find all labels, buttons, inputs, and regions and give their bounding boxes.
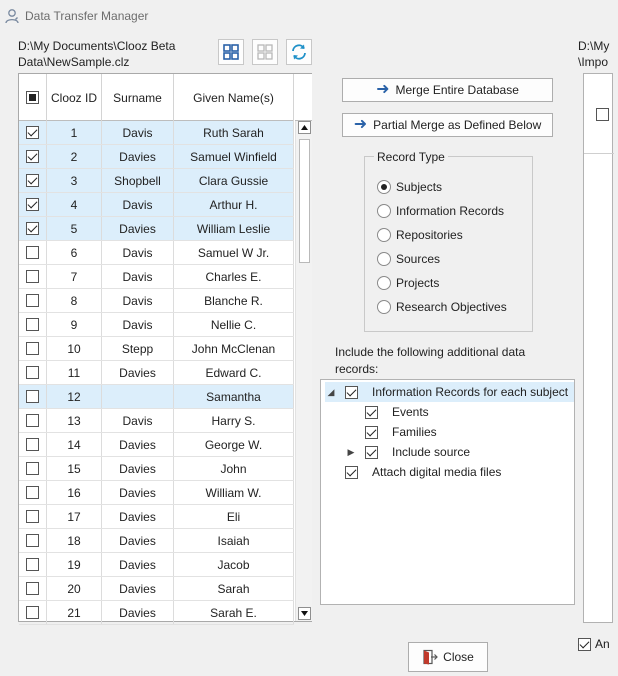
cell-clooz-id: 16 <box>47 481 102 504</box>
cell-clooz-id: 6 <box>47 241 102 264</box>
cell-surname: Davis <box>102 313 174 336</box>
table-row[interactable] <box>19 313 294 337</box>
table-row[interactable] <box>19 193 294 217</box>
row-checkbox[interactable] <box>26 270 39 283</box>
radio-option-projects[interactable] <box>377 275 439 291</box>
row-checkbox-cell[interactable] <box>19 577 47 600</box>
row-checkbox-cell[interactable] <box>19 289 47 312</box>
bottom-right-label: An <box>595 637 610 651</box>
tree-item[interactable] <box>345 422 437 442</box>
refresh-icon <box>290 43 308 61</box>
source-database-path: D:\My Documents\Clooz Beta Data\NewSample.clz <box>18 39 176 69</box>
cell-clooz-id: 5 <box>47 217 102 240</box>
row-checkbox-cell[interactable] <box>19 481 47 504</box>
row-checkbox-cell[interactable] <box>19 361 47 384</box>
row-checkbox-cell[interactable] <box>19 265 47 288</box>
target-header-checkbox[interactable] <box>596 108 609 121</box>
select-all-button[interactable] <box>218 39 244 65</box>
cell-given-names: Jacob <box>174 553 294 576</box>
table-row[interactable] <box>19 601 294 625</box>
radio-button[interactable] <box>377 300 391 314</box>
row-checkbox[interactable] <box>26 510 39 523</box>
tree-item[interactable] <box>325 382 574 402</box>
cell-given-names: Blanche R. <box>174 289 294 312</box>
row-checkbox-cell[interactable] <box>19 433 47 456</box>
table-row[interactable] <box>19 577 294 601</box>
cell-given-names: Nellie C. <box>174 313 294 336</box>
cell-surname: Davies <box>102 145 174 168</box>
cell-given-names: Clara Gussie <box>174 169 294 192</box>
cell-surname: Davis <box>102 409 174 432</box>
row-checkbox[interactable] <box>26 342 39 355</box>
cell-clooz-id: 2 <box>47 145 102 168</box>
bottom-right-checkbox[interactable] <box>578 638 591 651</box>
header-select-all-checkbox[interactable] <box>19 74 47 121</box>
row-checkbox-cell[interactable] <box>19 529 47 552</box>
cell-surname: Davis <box>102 289 174 312</box>
radio-label: Repositories <box>396 228 463 242</box>
cell-surname: Davies <box>102 217 174 240</box>
column-header-clooz-id[interactable]: Clooz ID <box>47 74 102 121</box>
row-checkbox[interactable] <box>26 486 39 499</box>
cell-given-names: Samantha <box>174 385 294 408</box>
deselect-all-icon <box>256 43 274 61</box>
cell-surname: Davies <box>102 601 174 624</box>
cell-surname: Davies <box>102 505 174 528</box>
cell-given-names: Sarah <box>174 577 294 600</box>
cell-surname: Stepp <box>102 337 174 360</box>
cell-surname: Davies <box>102 481 174 504</box>
table-row[interactable] <box>19 169 294 193</box>
cell-surname: Davies <box>102 577 174 600</box>
radio-label: Research Objectives <box>396 300 507 314</box>
row-checkbox[interactable] <box>26 534 39 547</box>
cell-given-names: George W. <box>174 433 294 456</box>
cell-given-names: Harry S. <box>174 409 294 432</box>
additional-records-tree[interactable] <box>320 379 575 605</box>
radio-button[interactable] <box>377 180 391 194</box>
row-checkbox[interactable] <box>26 126 39 139</box>
merge-entire-database-button[interactable] <box>342 78 553 102</box>
header-filler <box>295 74 312 121</box>
tree-checkbox[interactable] <box>365 406 378 419</box>
partial-merge-label: Partial Merge as Defined Below <box>373 118 542 132</box>
cell-given-names: Arthur H. <box>174 193 294 216</box>
grid-vertical-scrollbar[interactable] <box>295 121 312 621</box>
cell-surname: Davis <box>102 121 174 144</box>
cell-clooz-id: 8 <box>47 289 102 312</box>
table-row[interactable] <box>19 433 294 457</box>
row-checkbox[interactable] <box>26 462 39 475</box>
cell-given-names: William Leslie <box>174 217 294 240</box>
collapsed-triangle-icon[interactable]: ▶ <box>347 446 355 457</box>
arrow-right-icon: ➜ <box>353 116 368 133</box>
cell-clooz-id: 12 <box>47 385 102 408</box>
tree-checkbox[interactable] <box>365 426 378 439</box>
row-checkbox[interactable] <box>26 150 39 163</box>
radio-option-repositories[interactable] <box>377 227 463 243</box>
table-row[interactable] <box>19 241 294 265</box>
tree-item[interactable] <box>325 462 501 482</box>
cell-surname: Shopbell <box>102 169 174 192</box>
arrow-right-icon: ➜ <box>376 81 390 98</box>
row-checkbox[interactable] <box>26 294 39 307</box>
cell-surname: Davis <box>102 193 174 216</box>
cell-clooz-id: 3 <box>47 169 102 192</box>
cell-clooz-id: 11 <box>47 361 102 384</box>
row-checkbox[interactable] <box>26 198 39 211</box>
cell-given-names: John McClenan <box>174 337 294 360</box>
scroll-down-button[interactable] <box>298 607 311 620</box>
merge-entire-label: Merge Entire Database <box>395 83 519 97</box>
header-checkbox[interactable] <box>26 91 39 104</box>
row-checkbox[interactable] <box>26 318 39 331</box>
radio-button[interactable] <box>377 204 391 218</box>
title-bar <box>0 0 607 32</box>
grid-rows <box>19 121 294 625</box>
row-checkbox[interactable] <box>26 582 39 595</box>
cell-given-names: Samuel Winfield <box>174 145 294 168</box>
row-checkbox[interactable] <box>26 558 39 571</box>
cell-surname: Davies <box>102 529 174 552</box>
radio-label: Sources <box>396 252 441 266</box>
cell-clooz-id: 14 <box>47 433 102 456</box>
cell-clooz-id: 17 <box>47 505 102 528</box>
table-row[interactable] <box>19 481 294 505</box>
row-checkbox[interactable] <box>26 222 39 235</box>
cell-surname: Davis <box>102 265 174 288</box>
cell-surname <box>102 385 174 408</box>
partial-merge-button[interactable] <box>342 113 553 137</box>
table-row[interactable] <box>19 289 294 313</box>
row-checkbox[interactable] <box>26 414 39 427</box>
table-row[interactable] <box>19 505 294 529</box>
radio-option-information-records[interactable] <box>377 203 504 219</box>
radio-label: Projects <box>396 276 440 290</box>
table-row[interactable] <box>19 145 294 169</box>
cell-surname: Davies <box>102 553 174 576</box>
table-row[interactable] <box>19 529 294 553</box>
tree-item-label: Families <box>392 425 437 439</box>
table-row[interactable] <box>19 217 294 241</box>
table-row[interactable] <box>19 265 294 289</box>
row-checkbox[interactable] <box>26 174 39 187</box>
tree-item-label: Information Records for each subject <box>372 385 569 399</box>
row-checkbox-cell[interactable] <box>19 217 47 240</box>
cell-clooz-id: 9 <box>47 313 102 336</box>
row-checkbox-cell[interactable] <box>19 457 47 480</box>
radio-button[interactable] <box>377 228 391 242</box>
row-checkbox-cell[interactable] <box>19 169 47 192</box>
cell-clooz-id: 20 <box>47 577 102 600</box>
select-all-icon <box>222 43 240 61</box>
triangle-down-icon <box>301 611 308 616</box>
row-checkbox[interactable] <box>26 438 39 451</box>
cell-surname: Davies <box>102 457 174 480</box>
radio-label: Subjects <box>396 180 443 194</box>
cell-clooz-id: 7 <box>47 265 102 288</box>
bottom-right-option[interactable] <box>578 637 610 651</box>
cell-given-names: John <box>174 457 294 480</box>
scroll-thumb[interactable] <box>299 139 310 263</box>
cell-given-names: Sarah E. <box>174 601 294 624</box>
row-checkbox-cell[interactable] <box>19 553 47 576</box>
row-checkbox-cell[interactable] <box>19 601 47 624</box>
column-header-surname[interactable]: Surname <box>102 74 174 121</box>
app-user-icon <box>4 8 20 24</box>
target-grid-header <box>584 74 614 154</box>
row-checkbox-cell[interactable] <box>19 193 47 216</box>
tree-item[interactable] <box>345 442 470 462</box>
cell-clooz-id: 18 <box>47 529 102 552</box>
radio-option-sources[interactable] <box>377 251 440 267</box>
row-checkbox[interactable] <box>26 606 39 619</box>
target-database-path: D:\My \Impo <box>578 39 610 69</box>
radio-button[interactable] <box>377 276 391 290</box>
cell-given-names: Samuel W Jr. <box>174 241 294 264</box>
row-checkbox[interactable] <box>26 390 39 403</box>
tree-item-label: Attach digital media files <box>372 465 502 479</box>
table-row[interactable] <box>19 361 294 385</box>
table-row[interactable] <box>19 385 294 409</box>
additional-records-label: Include the following additional data records: <box>335 345 526 376</box>
cell-given-names: Charles E. <box>174 265 294 288</box>
column-header-given-names[interactable]: Given Name(s) <box>174 74 294 121</box>
scroll-up-button[interactable] <box>298 121 311 134</box>
tree-checkbox[interactable] <box>345 386 358 399</box>
table-row[interactable] <box>19 553 294 577</box>
cell-given-names: Edward C. <box>174 361 294 384</box>
cell-clooz-id: 13 <box>47 409 102 432</box>
cell-given-names: Eli <box>174 505 294 528</box>
row-checkbox[interactable] <box>26 246 39 259</box>
cell-clooz-id: 15 <box>47 457 102 480</box>
tree-item-label: Include source <box>392 445 471 459</box>
triangle-up-icon <box>301 125 308 130</box>
table-row[interactable] <box>19 121 294 145</box>
row-checkbox-cell[interactable] <box>19 145 47 168</box>
row-checkbox-cell[interactable] <box>19 385 47 408</box>
cell-clooz-id: 1 <box>47 121 102 144</box>
cell-surname: Davies <box>102 433 174 456</box>
row-checkbox[interactable] <box>26 366 39 379</box>
exit-door-icon <box>422 649 438 665</box>
close-button[interactable] <box>408 642 488 672</box>
radio-button[interactable] <box>377 252 391 266</box>
cell-clooz-id: 21 <box>47 601 102 624</box>
cell-surname: Davies <box>102 361 174 384</box>
row-checkbox-cell[interactable] <box>19 505 47 528</box>
cell-given-names: William W. <box>174 481 294 504</box>
record-type-label: Record Type <box>374 150 448 164</box>
cell-given-names: Isaiah <box>174 529 294 552</box>
row-checkbox-cell[interactable] <box>19 337 47 360</box>
close-label: Close <box>443 650 474 664</box>
refresh-button[interactable] <box>286 39 312 65</box>
tree-checkbox[interactable] <box>365 446 378 459</box>
row-checkbox-cell[interactable] <box>19 313 47 336</box>
cell-clooz-id: 19 <box>47 553 102 576</box>
cell-surname: Davis <box>102 241 174 264</box>
grid-header <box>19 74 294 121</box>
cell-given-names: Ruth Sarah <box>174 121 294 144</box>
tree-checkbox[interactable] <box>345 466 358 479</box>
table-row[interactable] <box>19 457 294 481</box>
deselect-all-button[interactable] <box>252 39 278 65</box>
radio-option-subjects[interactable] <box>377 179 442 195</box>
row-checkbox-cell[interactable] <box>19 241 47 264</box>
table-row[interactable] <box>19 337 294 361</box>
radio-option-research-objectives[interactable] <box>377 299 507 315</box>
subjects-grid[interactable] <box>18 73 312 622</box>
target-grid[interactable] <box>583 73 613 623</box>
row-checkbox-cell[interactable] <box>19 121 47 144</box>
row-checkbox-cell[interactable] <box>19 409 47 432</box>
expanded-triangle-icon[interactable]: ◢ <box>327 386 335 397</box>
tree-item-label: Events <box>392 405 429 419</box>
cell-clooz-id: 4 <box>47 193 102 216</box>
window-title: Data Transfer Manager <box>25 9 149 23</box>
radio-label: Information Records <box>396 204 505 218</box>
cell-clooz-id: 10 <box>47 337 102 360</box>
table-row[interactable] <box>19 409 294 433</box>
tree-item[interactable] <box>345 402 429 422</box>
